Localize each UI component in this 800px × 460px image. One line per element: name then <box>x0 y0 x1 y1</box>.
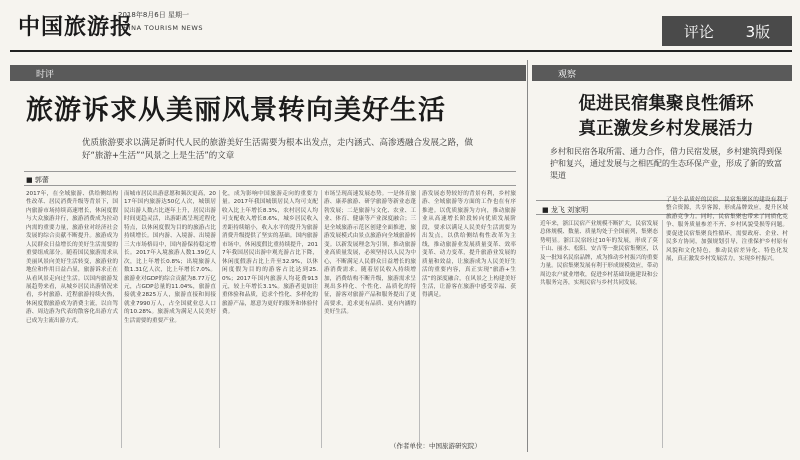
author-affiliation: （作者单位：中国旅游研究院） <box>390 442 481 450</box>
top-rule <box>10 50 792 52</box>
left-tag-label: 时评 <box>36 69 55 80</box>
right-body-col-2: 了是个品质好的民宿。民宿集聚区的建设有利于整合资源，共享客源，形成品牌效应，提升区域旅游竞争力。同时，民宿集聚也带来了同质化竞争、服务质量参差不齐、乡村风貌受损等问题。要促进民宿集聚良性循环，需要政府、企业、村民多方协同，加强规划引导，注重保护乡村原有风貌和文化特色，推动民宿差异化、特色化发展，真正激发乡村发展活力，实现乡村振兴。 <box>666 197 788 263</box>
right-section-tag <box>532 65 792 81</box>
left-subtitle: 优质旅游要求以满足新时代人民的旅游美好生活需要为根本出发点，走内涵式、高渗透融合发展之路，做好“旅游+生活”“风景之上是生活”的文章 <box>82 138 474 161</box>
newspaper-logo: 中国旅游报 <box>18 14 134 40</box>
col-sep <box>219 190 220 448</box>
left-body-col-5: 游发展态势较好的背景有利，乡村旅游、全域旅游等方面的工作也在有序推进。以优质旅游为方向，推动旅游业从高速增长阶段转向优质发展阶段，要求以满足人民美好生活需要为出发点，以供给侧结构性改革为主线，推动旅游业发展质量变革、效率变革、动力变革，提升旅游业发展的质量和效益，让旅游成为人民美好生活的重要内容，真正实现“旅游+生活”的深度融合，在风景之上构建美好生活，让游客在旅游中感受幸福、获得满足。 <box>422 191 516 299</box>
col-sep <box>121 190 122 448</box>
masthead <box>0 0 800 50</box>
left-body-col-2: 而城市居民出游意愿和频次更高，2017年国内旅游达50亿人次，城镇居民出游人数占比逐年上升，居民出游时间更趋灵活，出游距离呈现近程化特点，以休闲度假为目的的旅游占比持续增长。国内游、入境游、出境游三大市场格局中，国内游保持稳定增长。2017年入境旅游人数1.39亿人次，比上年增长0.8%；出境旅游人数1.31亿人次，比上年增长7.0%。旅游业对GDP的综合贡献为8.77万亿元，占GDP总量的11.04%，旅游直接就业2825万人，旅游直接和间接就业7990万人，占全国就业总人口的10.28%。旅游成为满足人民美好生活需要的重要产业。 <box>124 191 216 324</box>
col-sep <box>321 190 322 448</box>
page-label: 3版 <box>745 22 771 41</box>
english-name: CHINA TOURISM NEWS <box>118 24 204 32</box>
column-divider <box>527 60 528 452</box>
section-label: 评论 <box>683 22 714 41</box>
right-subtitle: 乡村和民宿各取所需、通力合作，借力民宿发展，乡村建筑得到保护和复兴，通过发展与之相匹配的生态环保产业，形成了新的致富渠道 <box>550 147 782 180</box>
section-banner <box>662 16 792 46</box>
left-author: ■ 郭蕾 <box>26 176 49 184</box>
left-rule <box>24 171 516 172</box>
left-body-col-1: 2017年，在全域旅游、供给侧结构性改革、居民消费升级等背景下，国内旅游市场持续高速增长，休闲度假与大众旅游并行，旅游消费成为拉动内需的重要力量，旅游业对经济社会发展的综合贡献不断提升。旅游成为人民群众日益增长的美好生活需要的重要组成部分。随着国民旅游需求从美丽风景向美好生活转变，旅游业的地位和作用日益凸显，旅游诉求正在从看风景走向过生活。以国内旅游发展趋势来看，从城乡居民出游情况来看，乡村旅游、近程旅游持续火热，休闲度假旅游成为消费主流，以自驾游、周边游为代表的散客化出游方式已成为主流出游方式。 <box>26 191 118 324</box>
right-headline-line-2: 真正激发乡村发展活力 <box>578 119 754 139</box>
right-body-col-1: 近年来，浙江民宿产业规模不断扩大，民宿发展总体规模、数量、质量均处于全国前列，集聚态势明显。浙江民宿经过10年的发展，形成了莫干山、丽水、松阳、安吉等一批民宿集聚区，以及一批知名民宿品牌，成为推动乡村振兴的重要力量。民宿集聚发展有利于形成规模效应，带动周边农户就业增收，促进乡村基础设施建设和公共服务完善，实现民宿与乡村共同发展。 <box>540 221 658 287</box>
right-headline-line-1: 促进民宿集聚良性循环 <box>578 94 754 114</box>
left-section-tag <box>10 65 526 81</box>
left-body-col-4: 市场呈现高速发展态势。一是体育旅游、康养旅游、研学旅游等新业态蓬勃发展；二是旅游与文化、农业、工业、体育、健康等产业深度融合；三是全域旅游示范区创建全面推进，旅游发展模式由景点旅游向全域旅游转变。以新发展理念为引领，推动旅游业高质量发展，必须坚持以人民为中心，不断满足人民群众日益增长的旅游消费需求。随着居民收入持续增加，消费结构不断升级，旅游需求呈现出多样化、个性化、品质化的特征，游客对旅游产品和服务提出了更高要求，追求更有品质、更有内涵的美好生活。 <box>324 191 416 316</box>
left-rule-2 <box>24 185 516 186</box>
left-body-col-3: 化，成为影响中国旅游走向的重要力量。2017年我国城镇居民人均可支配收入比上年增长8.3%，农村居民人均可支配收入增长8.6%，城乡居民收入差距持续缩小，收入水平的提升为旅游消费升级提供了坚实的基础。国内旅游市场中，休闲度假比重持续提升，2017年我国居民出游中观光游占比下降，休闲度假游占比上升至32.9%，以休闲度假为目的的游客占比达到25.0%；2017年国内旅游人均花费913元，较上年增长3.1%。旅游者更加注重体验和品质，追求个性化、多样化的旅游产品，愿意为更好的服务和体验付费。 <box>222 191 318 316</box>
col-sep <box>419 190 420 448</box>
right-tag-label: 观察 <box>558 69 577 80</box>
right-author: ■ 龙飞 刘家明 <box>542 206 589 214</box>
col-sep <box>662 220 663 448</box>
right-headline <box>546 92 786 142</box>
issue-date: 2018年8月6日 星期一 <box>118 11 189 19</box>
left-headline: 旅游诉求从美丽风景转向美好生活 <box>26 95 446 126</box>
